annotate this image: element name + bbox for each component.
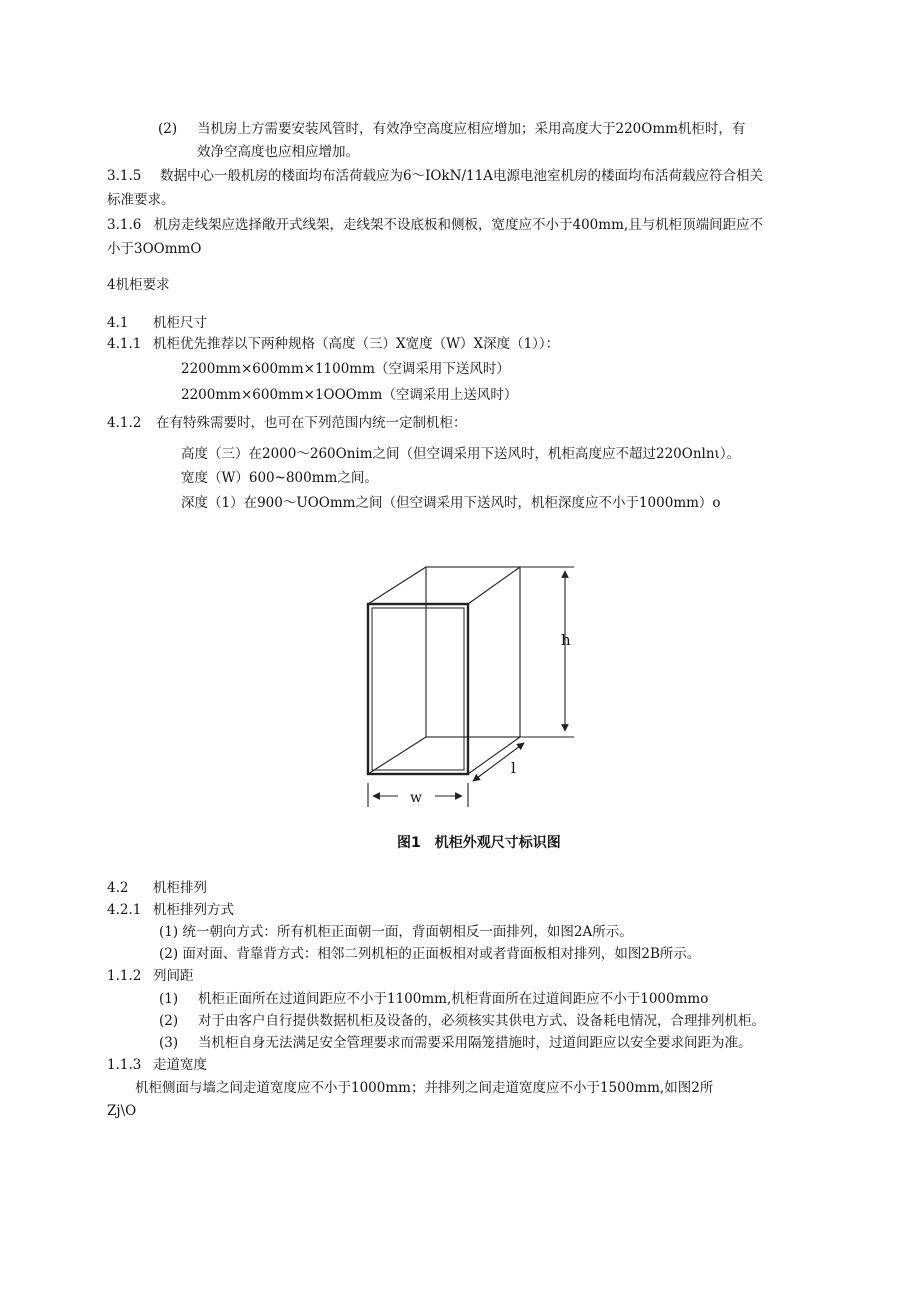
- cabinet-back-face: [426, 567, 520, 737]
- figure-1-caption: 图1 机柜外观尺寸标识图: [397, 835, 561, 851]
- aisle-width-line-1: 机柜侧面与墙之间走道宽度应不小于1000mm；并排列之间走道宽度应不小于1500mm,如图2所: [135, 1080, 714, 1096]
- section-4-2-1-title: 机柜排列方式: [153, 902, 234, 918]
- width-range: 宽度（W）600~800mm之间。: [181, 470, 378, 486]
- section-1-1-2-number: 1.1.2: [107, 968, 142, 984]
- spacing-item-2: 对于由客户自行提供数据机柜及设备的，必须核实其供电方式、设备耗电情况，合理排列机柜。: [198, 1013, 765, 1029]
- item-2-number: (2): [158, 121, 178, 137]
- cabinet-front-inner: [372, 608, 464, 770]
- depth-dimension-arrow: [473, 743, 524, 781]
- section-4-2-number: 4.2: [107, 880, 129, 896]
- section-3-1-5-line-1: 数据中心一般机房的楼面均布活荷载应为6～IOkN/11A电源电池室机房的楼面均布活荷载应符合相关: [160, 168, 763, 184]
- spacing-item-1-number: (1): [159, 991, 179, 1007]
- aisle-width-line-2: Zj\O: [107, 1103, 137, 1119]
- section-1-1-2-title: 列间距: [153, 968, 194, 984]
- section-4-1-2-text: 在有特殊需要时，也可在下列范围内统一定制机柜：: [156, 415, 467, 431]
- spacing-item-3: 当机柜自身无法满足安全管理要求而需要采用隔笼措施时，过道间距应以安全要求间距为准。: [198, 1035, 752, 1051]
- section-4-1-2-number: 4.1.2: [107, 415, 142, 431]
- cabinet-dimension-figure: [340, 555, 590, 820]
- height-label: h: [561, 631, 571, 649]
- section-4-2-1-number: 4.2.1: [107, 902, 142, 918]
- section-4-1-number: 4.1: [107, 315, 129, 331]
- chapter-4-title: 4机柜要求: [107, 277, 170, 293]
- section-4-1-title: 机柜尺寸: [153, 315, 207, 331]
- item-2-line-2: 效净空高度也应相应增加。: [197, 144, 359, 160]
- section-4-1-1-text: 机柜优先推荐以下两种规格（高度（三）X宽度（W）X深度（1））：: [153, 336, 560, 352]
- section-1-1-3-number: 1.1.3: [107, 1057, 142, 1073]
- section-3-1-5-line-2: 标准要求。: [107, 192, 175, 208]
- section-4-1-1-number: 4.1.1: [107, 336, 142, 352]
- spec-1: 2200mm×600mm×1100mm（空调采用下送风时）: [181, 361, 510, 377]
- width-label: w: [410, 790, 422, 806]
- depth-label: l: [511, 759, 516, 777]
- spec-2: 2200mm×600mm×1OOOmm（空调采用上送风时）: [181, 387, 518, 403]
- arrangement-item-2: (2) 面对面、背靠背方式：相邻二列机柜的正面板相对或者背面板相对排列，如图2B所示。: [159, 946, 701, 962]
- height-range: 高度（三）在2000～260Onim之间（但空调采用下送风时，机柜高度应不超过220Onlnι）。: [181, 446, 741, 462]
- spacing-item-2-number: (2): [159, 1013, 179, 1029]
- arrangement-item-1: (1) 统一朝向方式：所有机柜正面朝一面，背面朝相反一面排列，如图2A所示。: [159, 924, 633, 940]
- spacing-item-1: 机柜正面所在过道间距应不小于1100mm,机柜背面所在过道间距应不小于1000mmo: [198, 991, 709, 1007]
- section-3-1-5-number: 3.1.5: [107, 168, 142, 184]
- cabinet-front-frame: [368, 604, 468, 774]
- depth-range: 深度（1）在900～UOOmm之间（但空调采用下送风时，机柜深度应不小于1000mm）o: [181, 495, 721, 511]
- section-3-1-6-line-2: 小于3OOmmO: [107, 241, 202, 257]
- spacing-item-3-number: (3): [159, 1035, 179, 1051]
- item-2-line-1: 当机房上方需要安装风管时，有效净空高度应相应增加；采用高度大于220Omm机柜时，有: [197, 121, 746, 137]
- section-3-1-6-line-1: 机房走线架应选择敞开式线架，走线架不设底板和侧板，宽度应不小于400mm,且与机柜顶端间距应不: [154, 217, 764, 233]
- section-3-1-6-number: 3.1.6: [107, 217, 142, 233]
- section-1-1-3-title: 走道宽度: [153, 1057, 207, 1073]
- section-4-2-title: 机柜排列: [153, 880, 207, 896]
